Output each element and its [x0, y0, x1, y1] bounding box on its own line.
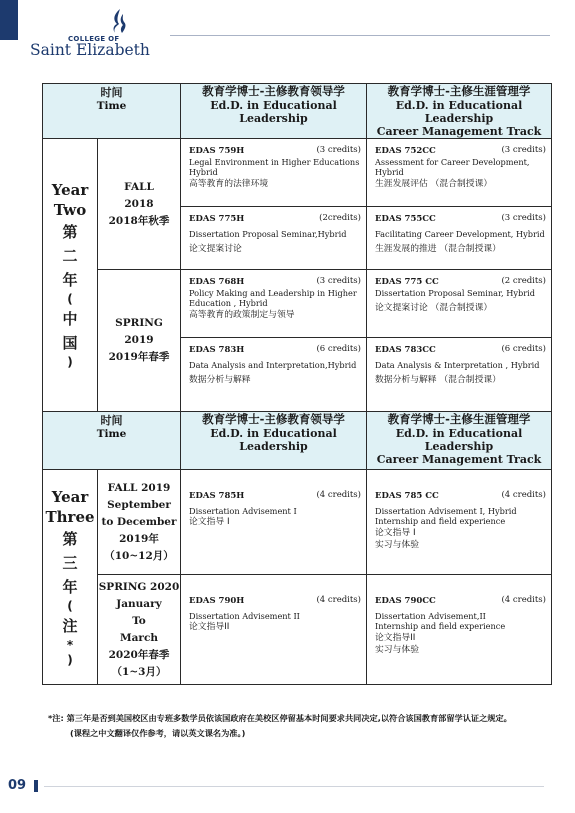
course-title: Policy Making and Leadership in Higher — [189, 287, 357, 298]
schedule-table — [42, 83, 552, 685]
flame-icon — [108, 8, 130, 34]
course-title: Data Analysis and Interpretation,Hybrid — [189, 359, 357, 370]
course-cell — [181, 470, 367, 575]
course-credits: (3 credits) — [316, 276, 361, 286]
course-title-cn: 数据分析与解释 （混合制授课） — [375, 375, 501, 385]
course-code: EDAS 768H — [189, 277, 245, 287]
course-code: EDAS 752CC — [375, 146, 436, 156]
page-number: 09 — [8, 778, 27, 793]
course-cell — [181, 139, 367, 207]
term-cn: 2019年春季 — [108, 351, 170, 363]
col1-header-cn: 教育学博士-主修教育领导学 — [202, 412, 345, 426]
term-spring-2019 — [98, 270, 181, 412]
year-label-paren: ( — [67, 598, 73, 613]
term-line: SPRING 2020 — [98, 580, 180, 593]
year-label-cn: 注 — [62, 616, 78, 635]
year-label-en: Year — [51, 181, 89, 199]
term-fall-2018 — [98, 139, 181, 270]
table-row — [43, 270, 552, 338]
course-title-cn: 高等教育的法律环境 — [189, 178, 269, 189]
course-credits: (4 credits) — [316, 490, 361, 500]
term-label: SPRING — [115, 317, 163, 329]
year-label-cn: 第 — [62, 529, 78, 548]
course-credits: (4 credits) — [501, 490, 546, 500]
term-line: January — [116, 597, 162, 610]
course-code: EDAS 790CC — [375, 596, 436, 606]
table-row — [43, 139, 552, 207]
footnote-line-1: *注: 第三年是否到美国校区由专班多数学员依该国政府在美校区停留基本时间要求共同决定,以符合该国教育部留学认证之规定。 — [48, 713, 512, 723]
time-header — [43, 412, 181, 470]
term-year: 2019 — [124, 334, 154, 346]
course-cell — [181, 575, 367, 685]
col1-header-en: Ed.D. in Educational Leadership — [210, 99, 337, 125]
table-row — [43, 470, 552, 575]
course-cell — [367, 338, 552, 412]
course-code: EDAS 785 CC — [375, 491, 439, 501]
term-line: To — [132, 614, 146, 627]
year-label-paren: ) — [67, 652, 73, 667]
year-label-paren: * — [66, 637, 74, 652]
term-fall-2019 — [98, 470, 181, 575]
course-title-cn: 高等教育的政策制定与领导 — [189, 309, 295, 320]
col1-header — [181, 412, 367, 470]
col2-header — [367, 84, 552, 139]
course-cell — [181, 338, 367, 412]
course-title: Dissertation Advisement I — [189, 505, 297, 516]
time-header-en: Time — [96, 100, 127, 112]
left-accent-bar — [0, 0, 18, 40]
year-three-label — [43, 470, 98, 685]
term-label: FALL — [124, 180, 154, 193]
year-label-en: Two — [53, 201, 87, 219]
course-title-cn: 论文提案讨论 （混合制授课） — [375, 303, 493, 313]
course-title: Dissertation Proposal Seminar,Hybrid — [189, 228, 347, 239]
course-cell — [367, 575, 552, 685]
term-line: September — [107, 498, 171, 511]
course-title: Dissertation Proposal Seminar, Hybrid — [375, 287, 536, 298]
term-line: 2020年春季 — [108, 648, 170, 661]
course-code: EDAS 775 CC — [375, 277, 439, 287]
course-title-cn: 论文提案讨论 — [189, 244, 242, 254]
course-title-cn: 生涯发展的推进 （混合制授课） — [375, 244, 501, 254]
col2-header-track: Career Management Track — [376, 125, 542, 138]
course-credits: (4 credits) — [501, 595, 546, 605]
course-code: EDAS 785H — [189, 491, 245, 501]
course-cell — [367, 470, 552, 575]
term-line: FALL 2019 — [107, 481, 171, 494]
term-line: March — [120, 631, 158, 644]
header-row — [43, 84, 552, 139]
year-label-cn: 第 — [62, 223, 78, 241]
year-label-cn: 年 — [62, 577, 78, 596]
course-title: Hybrid — [189, 167, 218, 177]
course-title-cn: 论文指导 I — [189, 517, 230, 527]
course-title-cn: 实习与体验 — [375, 644, 419, 655]
term-line: （1~3月） — [111, 665, 167, 678]
course-title-cn: 论文指导 I — [375, 527, 416, 538]
header-divider — [170, 35, 550, 36]
col2-header-cn: 教育学博士-主修生涯管理学 — [387, 84, 531, 98]
course-credits: (2 credits) — [501, 276, 546, 286]
col2-header-cn: 教育学博士-主修生涯管理学 — [387, 412, 531, 426]
col1-header-en: Ed.D. in Educational Leadership — [210, 427, 337, 453]
term-spring-2020 — [98, 575, 181, 685]
course-cell — [181, 207, 367, 270]
term-line: 2019年 — [119, 532, 159, 545]
time-header-en: Time — [96, 428, 127, 440]
course-title-cn: 生涯发展评估 （混合制授课） — [375, 178, 493, 189]
course-title: Assessment for Career Development, — [375, 156, 530, 167]
logo-name: Saint Elizabeth — [30, 41, 150, 59]
year-label-cn: 二 — [62, 247, 78, 265]
course-credits: (3 credits) — [501, 145, 546, 155]
time-header-cn: 时间 — [100, 414, 123, 427]
course-title: Education , Hybrid — [189, 298, 268, 308]
course-credits: (2credits) — [319, 213, 361, 223]
col1-header — [181, 84, 367, 139]
college-logo[interactable] — [30, 8, 160, 59]
col2-header-en: Ed.D. in Educational Leadership — [395, 427, 523, 453]
course-title-cn: 数据分析与解释 — [189, 375, 251, 385]
year-label-en: Year — [51, 487, 89, 506]
course-code: EDAS 783H — [189, 345, 245, 355]
time-header — [43, 84, 181, 139]
time-header-cn: 时间 — [100, 86, 123, 99]
course-title-cn: 论文指导II — [189, 622, 230, 632]
course-title: Data Analysis & Interpretation , Hybrid — [375, 359, 540, 370]
page-number-bar — [34, 780, 38, 792]
course-cell — [367, 139, 552, 207]
course-title-cn: 实习与体验 — [375, 539, 419, 550]
year-label-paren: ) — [67, 355, 73, 369]
course-title: Internship and field experience — [375, 516, 506, 526]
year-label-cn: 三 — [62, 553, 78, 572]
course-cell — [367, 270, 552, 338]
course-title: Facilitating Career Development, Hybrid — [375, 228, 545, 239]
year-label-cn: 中 — [62, 310, 78, 328]
logo-subtitle: COLLEGE OF — [68, 35, 120, 43]
course-code: EDAS 783CC — [375, 345, 436, 355]
year-two-label — [43, 139, 98, 412]
header-row — [43, 412, 552, 470]
course-title: Legal Environment in Higher Educations — [189, 156, 360, 167]
term-line: （10~12月） — [104, 549, 174, 562]
course-code: EDAS 790H — [189, 596, 245, 606]
year-label-paren: ( — [67, 292, 73, 306]
year-label-en: Three — [45, 507, 95, 526]
col2-header-en: Ed.D. in Educational Leadership — [395, 99, 523, 125]
col2-header — [367, 412, 552, 470]
table-row — [43, 575, 552, 685]
year-label-cn: 年 — [62, 271, 78, 289]
footer-divider — [44, 786, 544, 787]
course-code: EDAS 775H — [189, 214, 245, 224]
course-credits: (3 credits) — [316, 145, 361, 155]
course-code: EDAS 759H — [189, 146, 245, 156]
course-credits: (4 credits) — [316, 595, 361, 605]
course-title: Dissertation Advisement I, Hybrid — [375, 505, 517, 516]
footnote-line-2: (课程之中文翻译仅作参考，请以英文课名为准。) — [70, 728, 246, 738]
course-title: Dissertation Advisement II — [189, 610, 300, 621]
col2-header-track: Career Management Track — [376, 453, 542, 466]
year-label-cn: 国 — [62, 334, 78, 352]
course-credits: (6 credits) — [501, 344, 546, 354]
term-year: 2018 — [124, 197, 154, 210]
course-title: Hybrid — [375, 167, 404, 177]
term-line: to December — [101, 515, 177, 528]
course-cell — [367, 207, 552, 270]
col1-header-cn: 教育学博士-主修教育领导学 — [202, 84, 345, 98]
term-cn: 2018年秋季 — [108, 214, 170, 227]
course-code: EDAS 755CC — [375, 214, 436, 224]
course-title: Internship and field experience — [375, 621, 506, 631]
course-credits: (6 credits) — [316, 344, 361, 354]
course-title-cn: 论文指导II — [375, 632, 416, 643]
course-title: Dissertation Advisement,II — [375, 610, 486, 621]
course-cell — [181, 270, 367, 338]
course-credits: (3 credits) — [501, 213, 546, 223]
